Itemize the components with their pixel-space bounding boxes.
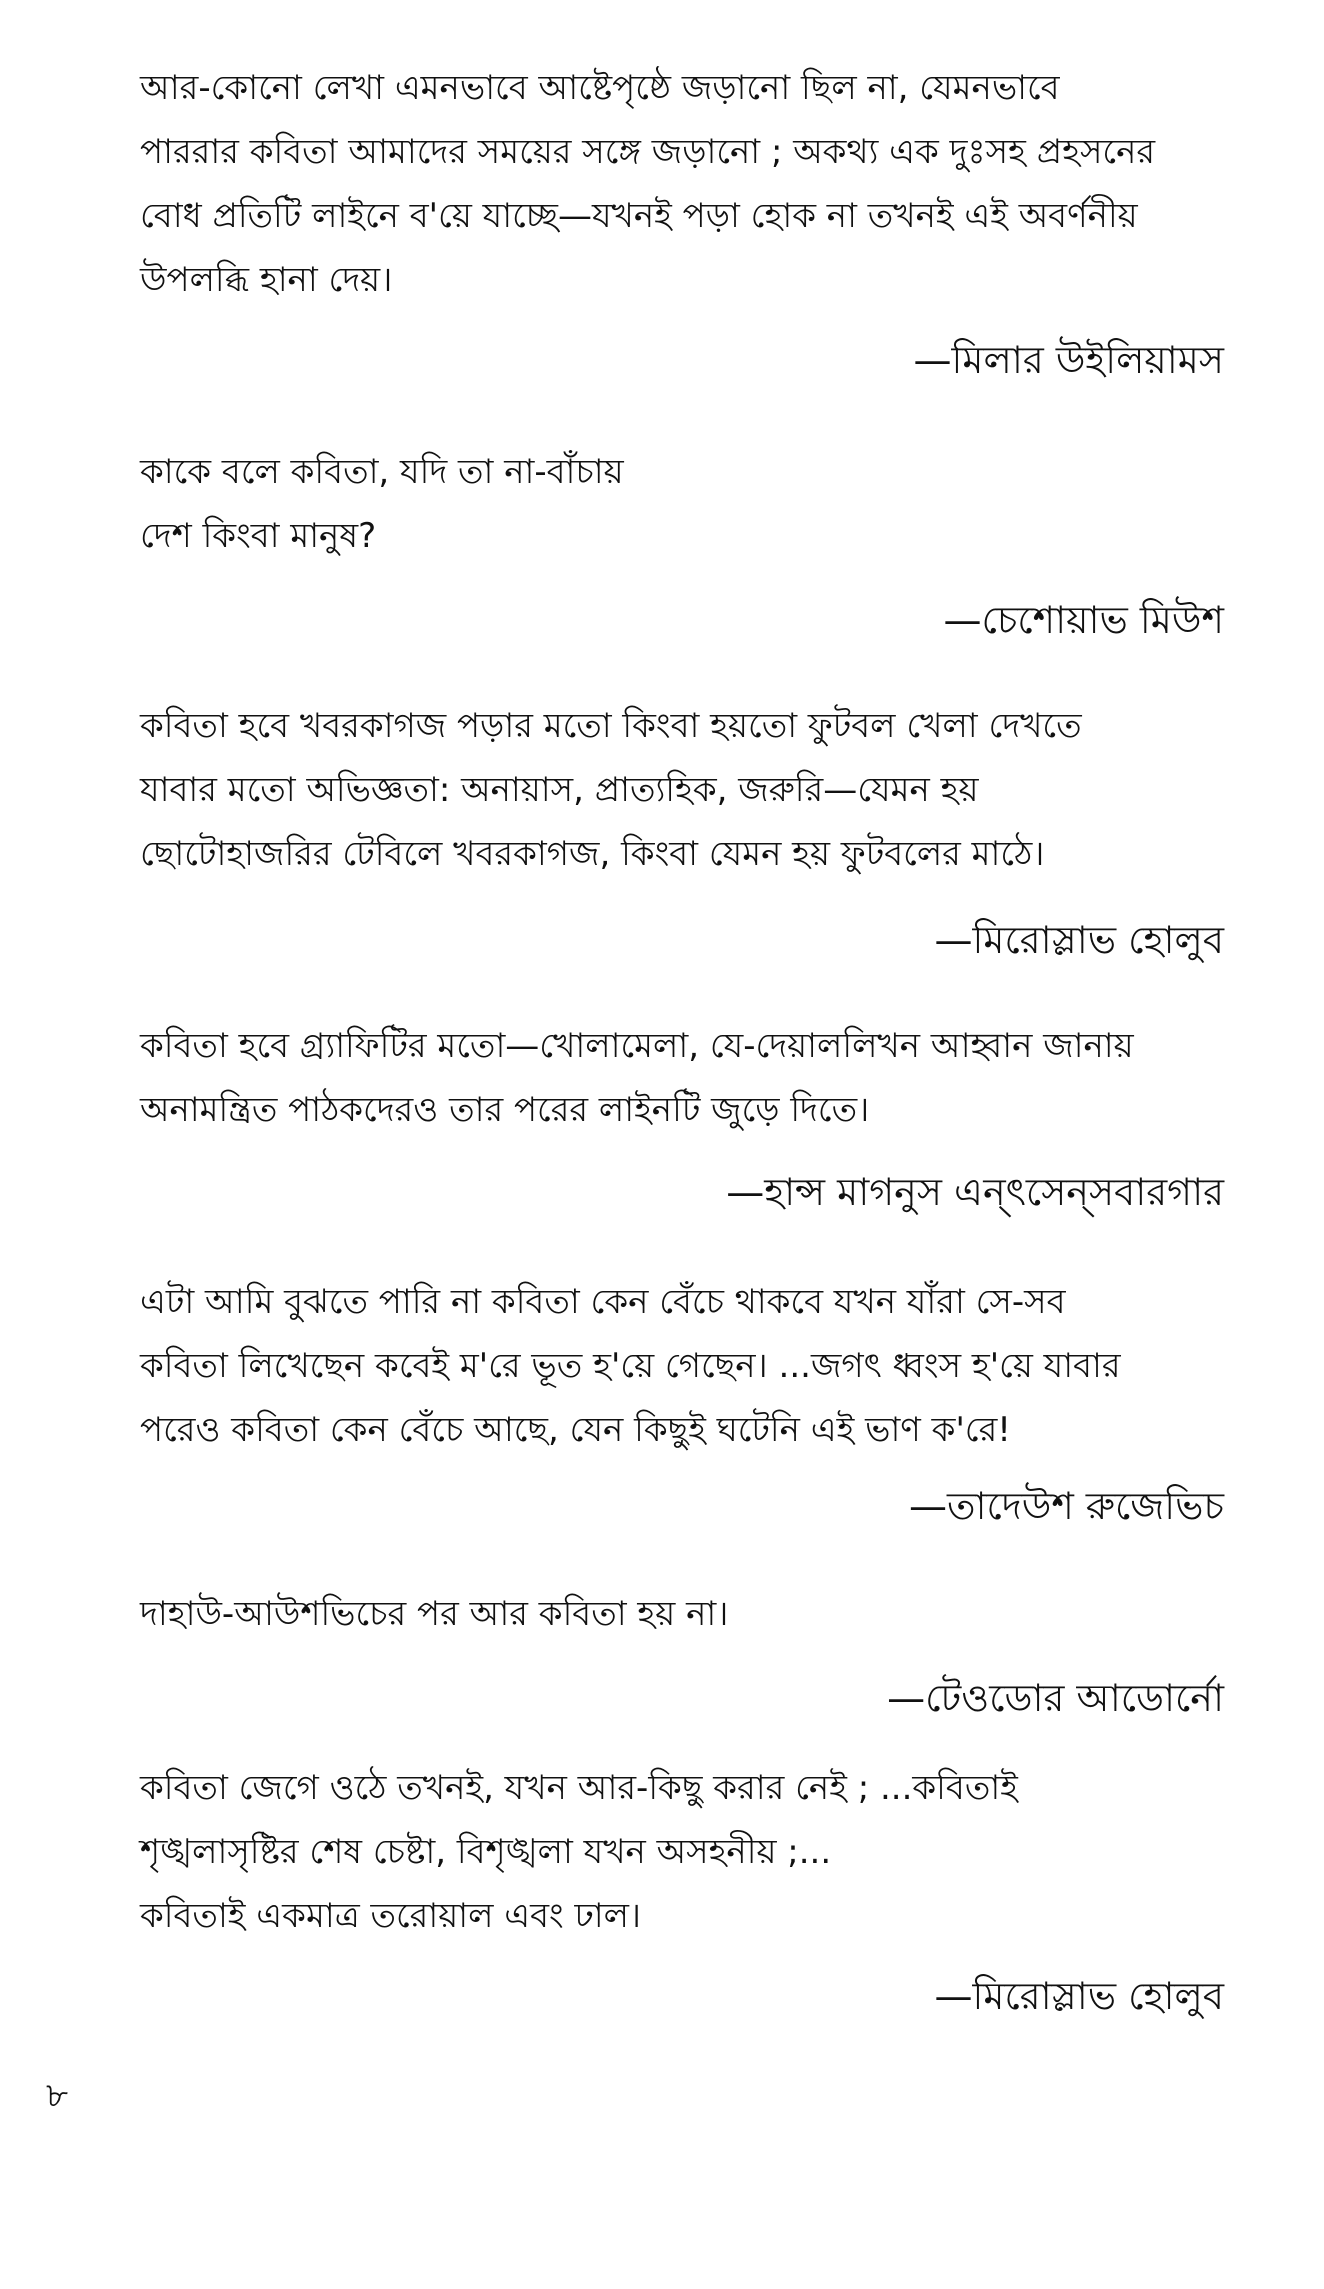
quote-line: ছোটোহাজরির টেবিলে খবরকাগজ, কিংবা যেমন হয় ফুটবলের মাঠে। xyxy=(140,834,1045,874)
quote-line: দেশ কিংবা মানুষ? xyxy=(140,516,377,556)
quote-block xyxy=(140,56,1230,312)
quote-author: —চেশোয়াভ মিউশ xyxy=(943,598,1224,642)
quote-block xyxy=(140,1756,1230,1948)
quote-line: পাররার কবিতা আমাদের সময়ের সঙ্গে জড়ানো ; অকথ্য এক দুঃসহ প্রহসনের xyxy=(140,132,1156,172)
quote-line: কবিতা জেগে ওঠে তখনই, যখন আর-কিছু করার নেই ; ...কবিতাই xyxy=(140,1768,1018,1808)
quote-line: দাহাউ-আউশভিচের পর আর কবিতা হয় না। xyxy=(140,1594,729,1634)
quote-line: শৃঙ্খলাসৃষ্টির শেষ চেষ্টা, বিশৃঙ্খলা যখন অসহনীয় ;... xyxy=(140,1832,832,1872)
quote-line: অনামন্ত্রিত পাঠকদেরও তার পরের লাইনটি জুড়ে দিতে। xyxy=(140,1090,870,1130)
quote-line: পরেও কবিতা কেন বেঁচে আছে, যেন কিছুই ঘটেনি এই ভাণ ক'রে! xyxy=(140,1410,1011,1450)
quote-line: উপলব্ধি হানা দেয়। xyxy=(140,260,393,300)
quote-author: —হান্স মাগনুস এন্‌ৎসেন্‌সবারগার xyxy=(726,1170,1224,1214)
quote-block xyxy=(140,694,1230,886)
quote-line: কবিতা হবে গ্র্যাফিটির মতো—খোলামেলা, যে-দেয়াললিখন আহ্বান জানায় xyxy=(140,1026,1134,1066)
quote-block xyxy=(140,1014,1230,1142)
quote-line: এটা আমি বুঝতে পারি না কবিতা কেন বেঁচে থাকবে যখন যাঁরা সে-সব xyxy=(140,1282,1066,1322)
page-number: ৮ xyxy=(46,2076,69,2116)
quote-author: —মিরোস্লাভ হোলুব xyxy=(934,918,1224,962)
quote-line: আর-কোনো লেখা এমনভাবে আষ্টেপৃষ্ঠে জড়ানো ছিল না, যেমনভাবে xyxy=(140,68,1060,108)
quote-block xyxy=(140,1582,1230,1646)
quote-line: যাবার মতো অভিজ্ঞতা: অনায়াস, প্রাত্যহিক, জরুরি—যেমন হয় xyxy=(140,770,979,810)
quote-line: কাকে বলে কবিতা, যদি তা না-বাঁচায় xyxy=(140,452,624,492)
quote-author: —মিরোস্লাভ হোলুব xyxy=(934,1974,1224,2018)
quote-line: কবিতা হবে খবরকাগজ পড়ার মতো কিংবা হয়তো ফুটবল খেলা দেখতে xyxy=(140,706,1082,746)
quote-line: বোধ প্রতিটি লাইনে ব'য়ে যাচ্ছে—যখনই পড়া হোক না তখনই এই অবর্ণনীয় xyxy=(140,196,1138,236)
quote-block xyxy=(140,440,1230,568)
quote-line: কবিতাই একমাত্র তরোয়াল এবং ঢাল। xyxy=(140,1896,642,1936)
quote-author: —মিলার উইলিয়ামস xyxy=(913,338,1224,382)
quote-author: —তাদেউশ রুজেভিচ xyxy=(908,1484,1224,1528)
quote-author: —টেওডোর আডোর্নো xyxy=(887,1676,1224,1720)
quote-block xyxy=(140,1270,1230,1462)
quote-line: কবিতা লিখেছেন কবেই ম'রে ভূত হ'য়ে গেছেন। ...জগৎ ধ্বংস হ'য়ে যাবার xyxy=(140,1346,1121,1386)
